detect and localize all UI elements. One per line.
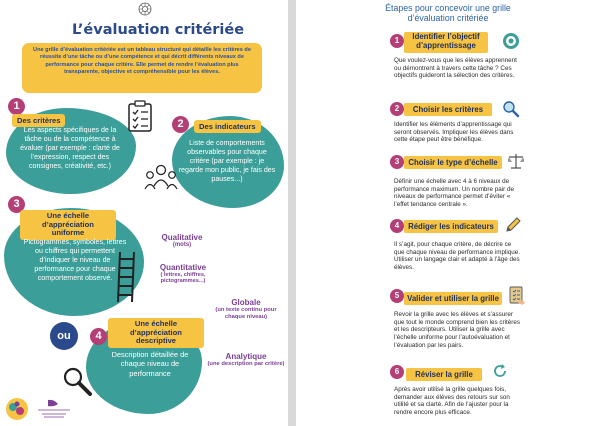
analytic-label: Analytique (une description par critère) bbox=[207, 352, 285, 367]
scale-icon bbox=[508, 152, 524, 170]
steps-heading: Étapes pour concevoir une grille d’évaluation critériée bbox=[385, 3, 511, 24]
step-number: 3 bbox=[390, 155, 404, 169]
or-badge: ou bbox=[50, 322, 78, 350]
step-label-revise: Réviser la grille bbox=[406, 368, 482, 381]
step-text-indicators: Il s’agit, pour chaque critère, de décrire ce que chaque niveau de performance implique. Utiliser un langage clair et adapté à l’âge des élèves. bbox=[394, 241, 521, 272]
page-title: L’évaluation critériée bbox=[72, 22, 245, 38]
section-label-criteria: Des critères bbox=[12, 114, 65, 127]
people-group-icon bbox=[144, 164, 178, 192]
section-label-uniform-scale: Une échelle d’appréciation uniforme bbox=[20, 210, 116, 240]
section-number: 3 bbox=[8, 196, 25, 213]
step-label-indicators: Rédiger les indicateurs bbox=[404, 220, 498, 233]
step-number: 1 bbox=[390, 34, 404, 48]
global-label: Globale (un texte continu pour chaque niveau) bbox=[215, 298, 277, 320]
right-page bbox=[296, 0, 600, 426]
uniform-scale-text: Pictogrammes, symboles, lettres ou chiffres qui permettent d’indiquer le niveau de performance pour chaque comportement observé. bbox=[23, 238, 127, 283]
refresh-icon bbox=[492, 363, 508, 379]
step-text-validate: Revoir la grille avec les élèves et s’assurer que tout le monde comprend bien les critères et les descripteurs. Utiliser la grille avec l’échelle uniforme pour l’autoévaluation et l’évaluation par les pairs. bbox=[394, 311, 521, 349]
pencil-icon bbox=[504, 216, 522, 234]
school-logo-icon bbox=[4, 396, 30, 422]
government-logo-icon bbox=[34, 398, 74, 420]
step-number: 2 bbox=[390, 102, 404, 116]
section-number: 4 bbox=[90, 328, 107, 345]
step-text-scale: Définir une échelle avec 4 à 6 niveaux de performance maximum. Un nombre pair de niveaux de performance permet d’éviter « l’effet tendance centrale ». bbox=[394, 178, 515, 209]
left-page bbox=[0, 0, 288, 426]
section-number: 1 bbox=[8, 98, 25, 115]
sun-emblem-icon bbox=[138, 2, 152, 16]
indicators-text: Liste de comportements observables pour chaque critère (par exemple : je regarde mon public, je fais des pauses...) bbox=[178, 139, 276, 184]
step-number: 6 bbox=[390, 365, 404, 379]
step-number: 4 bbox=[390, 219, 404, 233]
qualitative-label: Qualitative (mots) bbox=[161, 233, 203, 248]
quantitative-label: Quantitative ( lettres, chiffres, pictogrammes...) bbox=[159, 263, 207, 285]
step-label-objective: Identifier l’objectif d’apprentissage bbox=[404, 32, 488, 53]
section-label-descriptive-scale: Une échelle d’appréciation descriptive bbox=[108, 318, 204, 348]
step-label-scale: Choisir le type d’échelle bbox=[404, 156, 502, 169]
intro-text: Une grille d’évaluation critériée est un tableau structuré qui détaille les critères de réussite d’une tâche ou d’une compétence et qui décrit différents niveaux de performance pour chaque critère. Elle permet de rendre l’évaluation plus transparente, objective et compréhensible pour les élèves. bbox=[33, 47, 251, 75]
section-number: 2 bbox=[172, 116, 189, 133]
step-label-validate: Valider et utiliser la grille bbox=[404, 292, 502, 305]
step-text-objective: Que voulez-vous que les élèves apprennent ou démontrent à travers cette tâche ? Ces objectifs guideront la sélection des critères. bbox=[394, 57, 517, 80]
step-label-criteria: Choisir les critères bbox=[404, 103, 492, 116]
target-icon bbox=[502, 32, 520, 50]
section-label-indicators: Des indicateurs bbox=[194, 120, 261, 133]
checklist-hand-icon bbox=[508, 286, 526, 306]
ladder-icon bbox=[114, 250, 138, 304]
checklist-icon bbox=[126, 100, 154, 132]
criteria-text: Les aspects spécifiques de la tâche ou de la compétence à évaluer (par exemple : clarté de l’expression, respect des consignes, créativité, etc.) bbox=[20, 126, 120, 171]
step-text-criteria: Identifier les éléments d’apprentissage qui seront observés. Impliquer les élèves dans cette étape peut être bénéfique. bbox=[394, 121, 514, 144]
step-text-revise: Après avoir utilisé la grille quelques fois, demander aux élèves des retours sur son utilité et sa clarté. Afin de l’ajuster pour la rendre encore plus efficace. bbox=[394, 386, 510, 417]
descriptive-scale-text: Description détaillée de chaque niveau de performance bbox=[111, 350, 189, 378]
magnifier-icon bbox=[62, 366, 92, 396]
search-icon bbox=[502, 100, 520, 118]
step-number: 5 bbox=[390, 289, 404, 303]
intro-banner bbox=[22, 43, 262, 93]
